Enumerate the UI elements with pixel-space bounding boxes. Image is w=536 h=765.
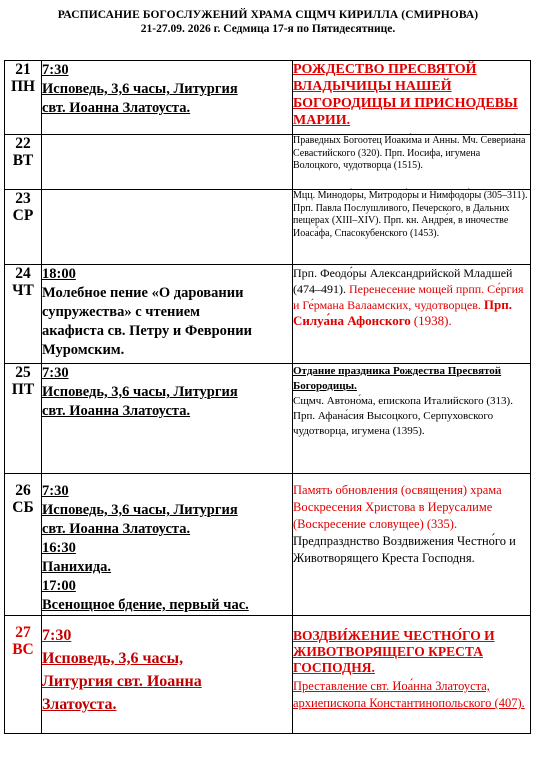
schedule-table [4,60,531,734]
feast-title: РОЖДЕСТВО ПРЕСВЯТОЙ ВЛАДЫЧИЦЫ НАШЕЙ БОГОРОДИЦЫ И ПРИСНОДЕВЫ МАРИИ. [293,62,518,128]
service-line: свт. Иоанна Златоуста. [42,521,191,537]
services-cell [42,474,293,616]
service-time: 16:30 [42,540,76,556]
table-row [5,616,531,734]
service-line: свт. Иоанна Златоуста. [42,403,191,419]
table-row [5,190,531,265]
saints-text-red: Перенесение мощей прпп. Се́ргия и Ге́рмана Валаамских, чудотворцев. [293,282,524,312]
service-time: 7:30 [42,483,69,499]
services-cell [42,190,293,265]
services-cell [42,364,293,474]
schedule-subtitle: 21-27.09. 2026 г. Седмица 17-я по Пятидесятнице. [140,23,396,35]
saints-text: Предпразднство Воздвижения Честно́го и Животворящего Креста Господня. [293,534,516,565]
saints-text-red: Память обновления (освящения) храма Воскресения Христова в Иерусалиме (Воскресение словущее) (335). [293,483,502,531]
service-time: 7:30 [42,62,69,78]
schedule-header [0,8,536,36]
service-line: Панихида. [42,559,112,575]
day-cell [5,265,42,364]
date-number: 22 [15,135,31,152]
service-time: 7:30 [42,365,69,381]
day-cell [5,474,42,616]
service-time: 7:30 [42,627,72,644]
date-number: 26 [15,482,31,499]
service-line: Исповедь, 3,6 часы, [42,650,184,667]
service-line: супружества» с чтением [42,304,201,320]
feast-title: ВОЗДВИ́ЖЕНИЕ ЧЕСТНО́ГО И ЖИВОТВОРЯЩЕГО КРЕСТА ГОСПОДНЯ. [293,628,495,675]
services-cell [42,616,293,734]
services-cell [42,135,293,190]
saints-cell [293,474,531,616]
weekday-label: СР [12,207,34,224]
saints-text-bold: Прп. Силуа́на Афонского [293,297,512,328]
table-row [5,474,531,616]
date-number: 21 [15,61,31,78]
saints-heading: Отдание праздника Рождества Пресвятой Богородицы. [293,365,502,392]
table-row [5,61,531,135]
saints-cell [293,61,531,135]
table-row [5,265,531,364]
weekday-label: ЧТ [12,282,34,299]
saints-cell [293,364,531,474]
day-cell [5,135,42,190]
date-number: 24 [15,265,31,282]
saints-cell [293,135,531,190]
saints-cell [293,190,531,265]
day-cell [5,190,42,265]
services-cell [42,265,293,364]
service-time: 17:00 [42,578,76,594]
service-line: Муромским. [42,342,125,358]
day-cell [5,616,42,734]
schedule-title: РАСПИСАНИЕ БОГОСЛУЖЕНИЙ ХРАМА СЩМЧ КИРИЛЛА (СМИРНОВА) [57,9,479,21]
weekday-label: ПТ [11,381,35,398]
service-line: Всенощное бдение, первый час. [42,597,249,613]
saints-text: Сщмч. Автоно́ма, епископа Италийского (313). Прп. Афана́сия Высоцкого, Серпуховского чудотворца, игумена (1395). [293,395,513,437]
service-line: акафиста св. Петру и Февронии [42,323,252,339]
table-row [5,364,531,474]
weekday-label: ВТ [12,152,34,169]
saints-text-red: (1938). [413,313,452,328]
service-line: Исповедь, 3,6 часы, Литургия [42,81,238,97]
weekday-label: СБ [12,499,34,516]
saints-cell [293,616,531,734]
service-line: Литургия свт. Иоанна [42,673,202,690]
date-number: 23 [15,190,31,207]
saints-text-red: Преставление свт. Иоа́нна Златоуста, архиепископа Константинопольского (407). [293,679,525,710]
saints-text: Прп. Феодо́ры Александрийской Младшей (474–491). [293,266,513,296]
day-cell [5,61,42,135]
weekday-label: ПН [10,78,36,95]
service-line: Златоуста. [42,696,117,713]
service-line: Исповедь, 3,6 часы, Литургия [42,502,238,518]
service-time: 18:00 [42,266,76,282]
service-line: Исповедь, 3,6 часы, Литургия [42,384,238,400]
saints-text: Праведных Богоотец Иоаки́ма и Анны. Мч. Севериа́на Севастийского (320). Прп. Иосифа, игумена Волоцкого, чудотворца (1515). [293,135,526,171]
service-line: Молебное пение «О даровании [42,285,244,301]
date-number: 27 [15,624,31,641]
day-cell [5,364,42,474]
service-line: свт. Иоанна Златоуста. [42,100,191,116]
table-row [5,135,531,190]
weekday-label: ВС [12,641,34,658]
date-number: 25 [15,364,31,381]
saints-text: Мцц. Минодо́ры, Митродо́ры и Нимфодо́ры (305–311). Прп. Павла Послушливого, Печерского, в Дальних пещерах (XIII–XIV). Прп. кн. Андре́я, в иночестве Иоаса́фа, Спасокубенского (1453). [293,190,528,239]
services-cell [42,61,293,135]
saints-cell [293,265,531,364]
